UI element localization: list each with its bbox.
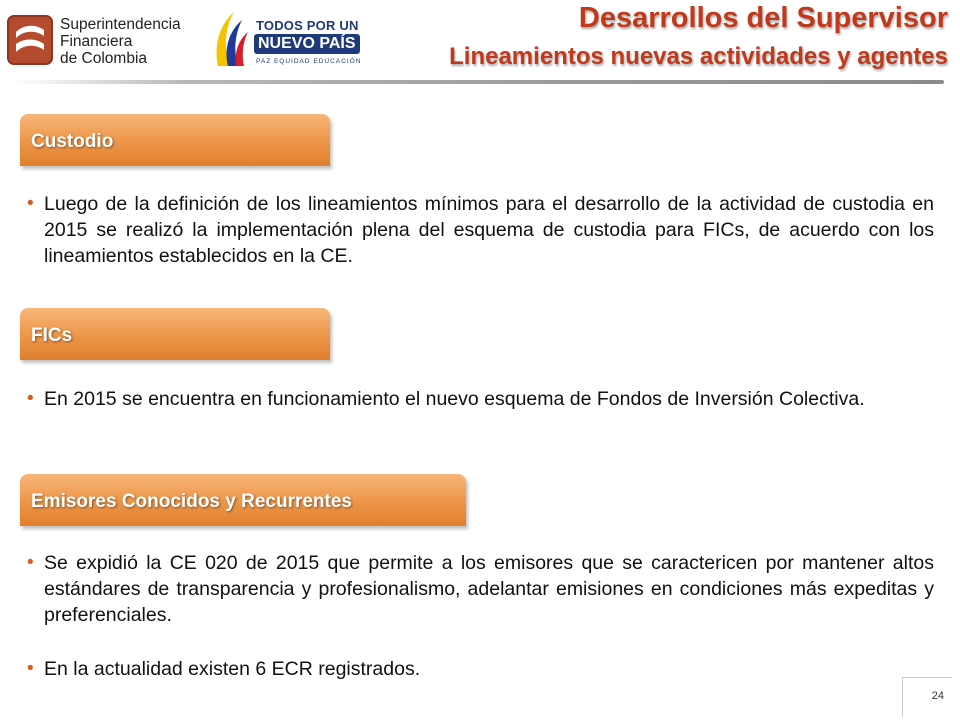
page-number-frame xyxy=(902,677,952,717)
section-tab-emisores xyxy=(20,474,466,526)
section-label: FICs xyxy=(31,325,73,346)
tricolor-mark-icon xyxy=(212,8,250,70)
page-number: 24 xyxy=(931,690,944,702)
section-tab-fics xyxy=(20,308,330,360)
section-label: Custodio xyxy=(31,131,114,152)
bullet-emisores-2: • En la actualidad existen 6 ECR registrados. xyxy=(44,656,934,682)
gov-logo-line3: PAZ EQUIDAD EDUCACIÓN xyxy=(256,58,362,65)
bullet-emisores-1: • Se expidió la CE 020 de 2015 que permite a los emisores que se caractericen por mantener altos estándares de transparencia y profesionalismo, adelantar emisiones en condiciones más expeditas y preferenciales. xyxy=(44,550,934,628)
bullet-custodio-1: • Luego de la definición de los lineamientos mínimos para el desarrollo de la actividad de custodia en 2015 se realizó la implementación plena del esquema de custodia para FICs, de acuerdo con los lineamientos establecidos en la CE. xyxy=(44,191,934,269)
sfc-emblem-icon xyxy=(6,12,54,68)
section-label: Emisores Conocidos y Recurrentes xyxy=(31,491,352,512)
sfc-name-line2: Financiera xyxy=(60,33,133,50)
section-tab-custodio xyxy=(20,114,330,166)
slide-subtitle: Lineamientos nuevas actividades y agentes xyxy=(449,43,948,70)
gov-logo-line2: NUEVO PAÍS xyxy=(254,34,360,54)
slide-title: Desarrollos del Supervisor xyxy=(578,2,948,34)
gobierno-logo xyxy=(212,8,362,74)
superintendencia-logo xyxy=(6,8,181,72)
bullet-fics-1: • En 2015 se encuentra en funcionamiento el nuevo esquema de Fondos de Inversión Colectiva. xyxy=(44,386,934,412)
sfc-name xyxy=(60,16,180,67)
sfc-name-line3: de Colombia xyxy=(60,50,148,67)
sfc-name-line1: Superintendencia xyxy=(60,16,181,33)
slide-header xyxy=(0,0,960,92)
gov-logo-line1: TODOS POR UN xyxy=(256,18,359,33)
header-divider xyxy=(14,80,944,84)
